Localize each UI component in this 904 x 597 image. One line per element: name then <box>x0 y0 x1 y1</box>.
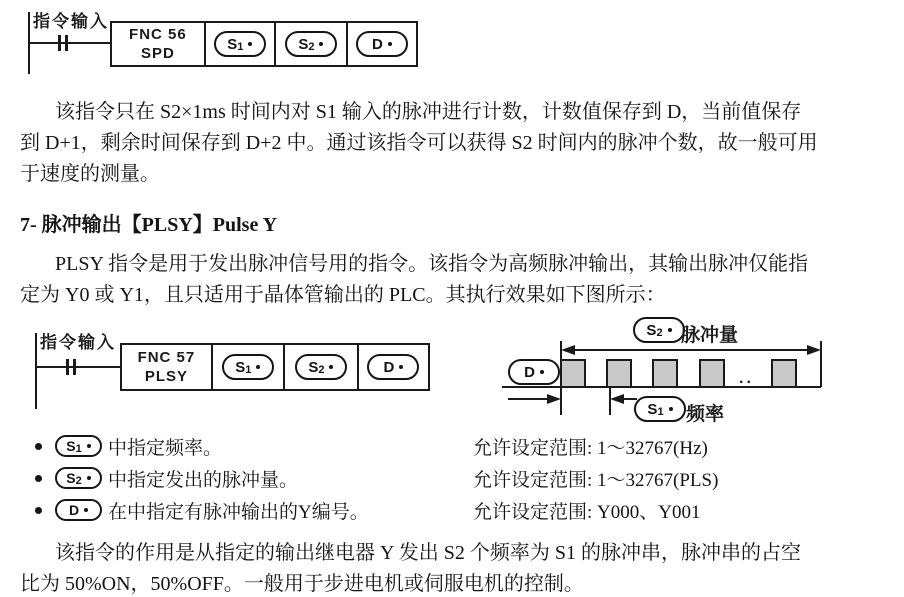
allowed-range: 允许设定范围: Y000、Y001 <box>473 501 701 523</box>
ladder-input-label: 指令输入 <box>40 333 116 352</box>
operand-dot-icon <box>388 42 392 46</box>
operand-cell-s1 <box>211 345 283 389</box>
pulse-rect <box>772 360 796 387</box>
operand-dot-icon <box>84 508 88 512</box>
operand-pill-s1 <box>55 435 102 457</box>
operand-sub: 2 <box>656 326 663 339</box>
operand-dot-icon <box>329 365 333 369</box>
bullet-item-s1 <box>20 431 884 461</box>
contact-symbol <box>58 35 61 51</box>
waveform-pill-s1 <box>634 396 686 422</box>
operand-base: D <box>372 35 383 53</box>
bullet-item-s2 <box>20 463 884 493</box>
operand-pill-s2 <box>55 467 102 489</box>
operand-sub: 2 <box>308 40 315 53</box>
waveform-pill-s2 <box>633 317 685 343</box>
paragraph-plsy-line1: PLSY 指令是用于发出脉冲信号用的指令。该指令为高频脉冲输出，其输出脉冲仅能指 <box>55 253 809 275</box>
operand-base: S <box>227 35 238 53</box>
operand-cell-s2 <box>283 345 357 389</box>
operand-dot-icon <box>399 365 403 369</box>
pulse-waveform-diagram <box>500 312 844 432</box>
operand-dot-icon <box>248 42 252 46</box>
ladder-diagram-spd <box>20 6 420 84</box>
bullet-marker-icon <box>35 507 42 514</box>
operand-dot-icon <box>319 42 323 46</box>
contact-symbol <box>73 359 76 375</box>
arrowhead-left-icon <box>610 394 624 404</box>
pulse-rect <box>653 360 677 387</box>
pulse-rect <box>607 360 631 387</box>
operand-base: S <box>647 400 658 418</box>
operand-pill-d <box>367 354 419 380</box>
operand-cell-s2 <box>274 23 346 65</box>
fnc-cell <box>112 23 204 65</box>
operand-sub: 1 <box>75 442 82 455</box>
pulse-rect <box>561 360 585 387</box>
operand-cell-d <box>346 23 416 65</box>
operand-pill-s1 <box>222 354 274 380</box>
fnc-number: FNC 57 <box>137 349 196 366</box>
allowed-range: 允许设定范围: 1～32767(PLS) <box>473 469 719 491</box>
contact-symbol <box>65 35 68 51</box>
paragraph-spd-line3: 于速度的测量。 <box>20 163 160 185</box>
fnc-name: PLSY <box>144 368 188 385</box>
paragraph-spd-line2: 到 D+1，剩余时间保存到 D+2 中。通过该指令可以获得 S2 时间内的脉冲个数，故一般可用 <box>20 132 818 154</box>
section-heading-plsy: 7- 脉冲输出【PLSY】Pulse Y <box>20 214 278 236</box>
operand-sub: 2 <box>318 363 325 376</box>
operand-dot-icon <box>87 444 91 448</box>
operand-dot-icon <box>87 476 91 480</box>
operand-base: S <box>646 321 657 339</box>
operand-cell-d <box>357 345 428 389</box>
operand-sub: 1 <box>237 40 244 53</box>
waveform-pill-d <box>508 359 560 385</box>
operand-pill-s1 <box>214 31 266 57</box>
fnc-name: SPD <box>140 45 175 62</box>
operand-pill-s2 <box>295 354 347 380</box>
operand-base: S <box>66 438 76 454</box>
contact-symbol <box>66 359 69 375</box>
instruction-box-spd <box>110 21 418 67</box>
operand-dot-icon <box>668 328 672 332</box>
bullet-item-d <box>20 495 884 525</box>
instruction-box-plsy <box>120 343 430 391</box>
operand-dot-icon <box>669 407 673 411</box>
bullet-description: 在中指定有脉冲输出的Y编号。 <box>108 501 369 523</box>
paragraph-plsy2-line1: 该指令的作用是从指定的输出继电器 Y 发出 S2 个频率为 S1 的脉冲串，脉冲串的占空 <box>55 542 801 564</box>
fnc-number: FNC 56 <box>129 26 187 43</box>
ladder-left-rail <box>35 333 37 409</box>
operand-sub: 1 <box>245 363 252 376</box>
operand-base: S <box>298 35 309 53</box>
operand-base: S <box>308 358 319 376</box>
fnc-cell <box>122 345 211 389</box>
operand-pill-d <box>55 499 102 521</box>
operand-sub: 2 <box>75 474 82 487</box>
paragraph-plsy2-line2: 比为 50%ON，50%OFF。一般用于步进电机或伺服电机的控制。 <box>20 573 584 595</box>
bullet-marker-icon <box>35 475 42 482</box>
operand-sub: 1 <box>657 405 664 418</box>
operand-base: S <box>235 358 246 376</box>
operand-pill-d <box>356 31 408 57</box>
bullet-description: 中指定频率。 <box>108 437 223 459</box>
operand-base: D <box>383 358 395 376</box>
bullet-description: 中指定发出的脉冲量。 <box>108 469 299 491</box>
paragraph-plsy-line2: 定为 Y0 或 Y1，且只适用于晶体管输出的 PLC。其执行效果如下图所示： <box>20 284 666 306</box>
s1-caption: 频率 <box>686 404 725 425</box>
pulse-rect <box>700 360 724 387</box>
operand-base: D <box>524 363 535 381</box>
operand-base: D <box>68 502 80 518</box>
operand-dot-icon <box>540 370 544 374</box>
ladder-wire <box>35 366 120 368</box>
arrowhead-left-icon <box>561 345 575 355</box>
bullet-marker-icon <box>35 443 42 450</box>
arrowhead-right-icon <box>807 345 821 355</box>
operand-pill-s2 <box>285 31 337 57</box>
s2-caption: 脉冲量 <box>681 325 739 346</box>
operand-cell-s1 <box>204 23 274 65</box>
arrowhead-right-icon <box>547 394 561 404</box>
ladder-wire <box>28 42 112 44</box>
ladder-diagram-plsy <box>20 318 436 413</box>
ellipsis-dots: .. <box>739 370 754 387</box>
operand-dot-icon <box>256 365 260 369</box>
paragraph-spd-line1: 该指令只在 S2×1ms 时间内对 S1 输入的脉冲进行计数，计数值保存到 D，当前值保存 <box>55 101 802 123</box>
allowed-range: 允许设定范围: 1～32767(Hz) <box>473 437 708 459</box>
operand-base: S <box>66 470 76 486</box>
ladder-input-label: 指令输入 <box>33 12 109 31</box>
